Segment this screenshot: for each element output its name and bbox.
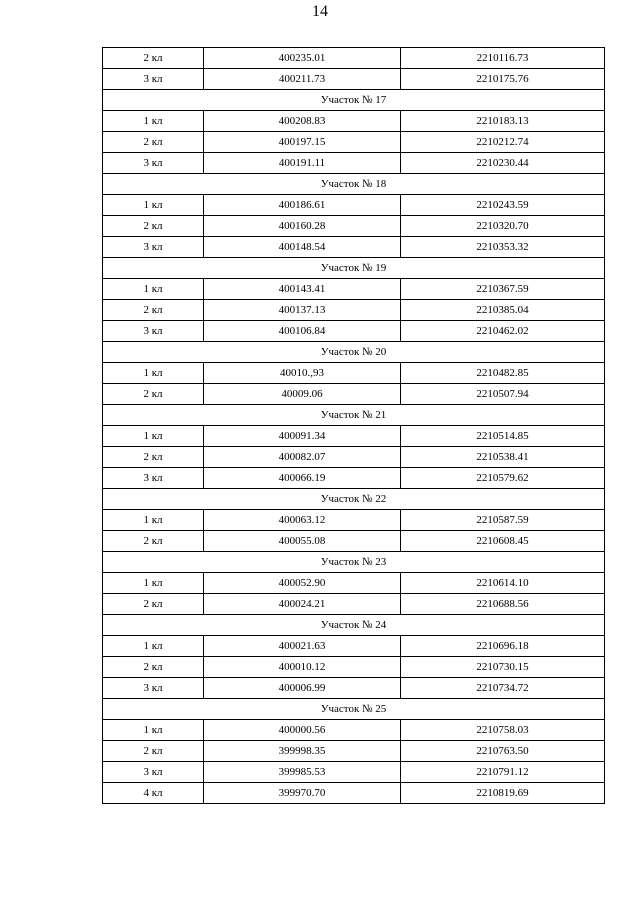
y-coordinate: 2210243.59 — [401, 195, 605, 216]
y-coordinate: 2210230.44 — [401, 153, 605, 174]
point-label: 1 кл — [103, 573, 204, 594]
table-row — [103, 762, 605, 783]
y-coordinate: 2210212.74 — [401, 132, 605, 153]
y-coordinate: 2210579.62 — [401, 468, 605, 489]
table-row — [103, 195, 605, 216]
y-coordinate: 2210608.45 — [401, 531, 605, 552]
section-header-row — [103, 489, 605, 510]
section-title: Участок № 18 — [103, 174, 605, 195]
x-coordinate: 400066.19 — [204, 468, 401, 489]
point-label: 1 кл — [103, 279, 204, 300]
table-row — [103, 510, 605, 531]
x-coordinate: 400160.28 — [204, 216, 401, 237]
section-title: Участок № 20 — [103, 342, 605, 363]
x-coordinate: 400055.08 — [204, 531, 401, 552]
y-coordinate: 2210734.72 — [401, 678, 605, 699]
point-label: 1 кл — [103, 426, 204, 447]
section-title: Участок № 19 — [103, 258, 605, 279]
y-coordinate: 2210367.59 — [401, 279, 605, 300]
table-row — [103, 594, 605, 615]
x-coordinate: 400137.13 — [204, 300, 401, 321]
page-number: 14 — [312, 3, 328, 20]
point-label: 3 кл — [103, 468, 204, 489]
point-label: 1 кл — [103, 720, 204, 741]
table-row — [103, 741, 605, 762]
x-coordinate: 399985.53 — [204, 762, 401, 783]
section-title: Участок № 22 — [103, 489, 605, 510]
point-label: 2 кл — [103, 48, 204, 69]
x-coordinate: 400186.61 — [204, 195, 401, 216]
x-coordinate: 400024.21 — [204, 594, 401, 615]
table-row — [103, 573, 605, 594]
table-row — [103, 132, 605, 153]
section-header-row — [103, 342, 605, 363]
x-coordinate: 400208.83 — [204, 111, 401, 132]
point-label: 1 кл — [103, 363, 204, 384]
table-row — [103, 69, 605, 90]
x-coordinate: 400082.07 — [204, 447, 401, 468]
x-coordinate: 400000.56 — [204, 720, 401, 741]
x-coordinate: 399970.70 — [204, 783, 401, 804]
x-coordinate: 400148.54 — [204, 237, 401, 258]
point-label: 2 кл — [103, 132, 204, 153]
point-label: 4 кл — [103, 783, 204, 804]
table-row — [103, 216, 605, 237]
table-row — [103, 237, 605, 258]
x-coordinate: 400197.15 — [204, 132, 401, 153]
point-label: 3 кл — [103, 153, 204, 174]
y-coordinate: 2210353.32 — [401, 237, 605, 258]
section-title: Участок № 23 — [103, 552, 605, 573]
y-coordinate: 2210730.15 — [401, 657, 605, 678]
coordinates-table-body — [103, 48, 605, 804]
section-title: Участок № 24 — [103, 615, 605, 636]
x-coordinate: 400211.73 — [204, 69, 401, 90]
point-label: 2 кл — [103, 216, 204, 237]
table-row — [103, 678, 605, 699]
table-row — [103, 279, 605, 300]
y-coordinate: 2210507.94 — [401, 384, 605, 405]
table-row — [103, 111, 605, 132]
point-label: 1 кл — [103, 510, 204, 531]
x-coordinate: 400143.41 — [204, 279, 401, 300]
y-coordinate: 2210696.18 — [401, 636, 605, 657]
table-row — [103, 468, 605, 489]
y-coordinate: 2210819.69 — [401, 783, 605, 804]
point-label: 1 кл — [103, 636, 204, 657]
y-coordinate: 2210183.13 — [401, 111, 605, 132]
point-label: 3 кл — [103, 762, 204, 783]
table-row — [103, 48, 605, 69]
section-title: Участок № 25 — [103, 699, 605, 720]
table-row — [103, 300, 605, 321]
point-label: 3 кл — [103, 237, 204, 258]
point-label: 2 кл — [103, 447, 204, 468]
table-row — [103, 363, 605, 384]
y-coordinate: 2210175.76 — [401, 69, 605, 90]
y-coordinate: 2210385.04 — [401, 300, 605, 321]
x-coordinate: 399998.35 — [204, 741, 401, 762]
x-coordinate: 400010.12 — [204, 657, 401, 678]
x-coordinate: 400091.34 — [204, 426, 401, 447]
point-label: 2 кл — [103, 300, 204, 321]
x-coordinate: 400021.63 — [204, 636, 401, 657]
coordinates-table — [102, 47, 605, 804]
y-coordinate: 2210587.59 — [401, 510, 605, 531]
y-coordinate: 2210538.41 — [401, 447, 605, 468]
point-label: 3 кл — [103, 321, 204, 342]
x-coordinate: 400106.84 — [204, 321, 401, 342]
table-row — [103, 426, 605, 447]
x-coordinate: 400235.01 — [204, 48, 401, 69]
x-coordinate: 40009.06 — [204, 384, 401, 405]
table-row — [103, 153, 605, 174]
y-coordinate: 2210320.70 — [401, 216, 605, 237]
section-header-row — [103, 174, 605, 195]
table-row — [103, 384, 605, 405]
x-coordinate: 400052.90 — [204, 573, 401, 594]
table-row — [103, 636, 605, 657]
point-label: 2 кл — [103, 741, 204, 762]
section-header-row — [103, 258, 605, 279]
y-coordinate: 2210116.73 — [401, 48, 605, 69]
section-header-row — [103, 405, 605, 426]
table-row — [103, 531, 605, 552]
x-coordinate: 400191.11 — [204, 153, 401, 174]
section-title: Участок № 17 — [103, 90, 605, 111]
section-header-row — [103, 615, 605, 636]
table-row — [103, 720, 605, 741]
point-label: 2 кл — [103, 594, 204, 615]
section-header-row — [103, 699, 605, 720]
section-header-row — [103, 552, 605, 573]
y-coordinate: 2210763.50 — [401, 741, 605, 762]
x-coordinate: 400006.99 — [204, 678, 401, 699]
point-label: 2 кл — [103, 531, 204, 552]
point-label: 1 кл — [103, 111, 204, 132]
point-label: 3 кл — [103, 69, 204, 90]
x-coordinate: 400063.12 — [204, 510, 401, 531]
section-title: Участок № 21 — [103, 405, 605, 426]
table-row — [103, 783, 605, 804]
point-label: 3 кл — [103, 678, 204, 699]
point-label: 2 кл — [103, 384, 204, 405]
y-coordinate: 2210791.12 — [401, 762, 605, 783]
y-coordinate: 2210462.02 — [401, 321, 605, 342]
y-coordinate: 2210758.03 — [401, 720, 605, 741]
y-coordinate: 2210514.85 — [401, 426, 605, 447]
point-label: 2 кл — [103, 657, 204, 678]
y-coordinate: 2210688.56 — [401, 594, 605, 615]
section-header-row — [103, 90, 605, 111]
y-coordinate: 2210482.85 — [401, 363, 605, 384]
x-coordinate: 40010.,93 — [204, 363, 401, 384]
table-row — [103, 657, 605, 678]
table-row — [103, 321, 605, 342]
point-label: 1 кл — [103, 195, 204, 216]
table-row — [103, 447, 605, 468]
y-coordinate: 2210614.10 — [401, 573, 605, 594]
